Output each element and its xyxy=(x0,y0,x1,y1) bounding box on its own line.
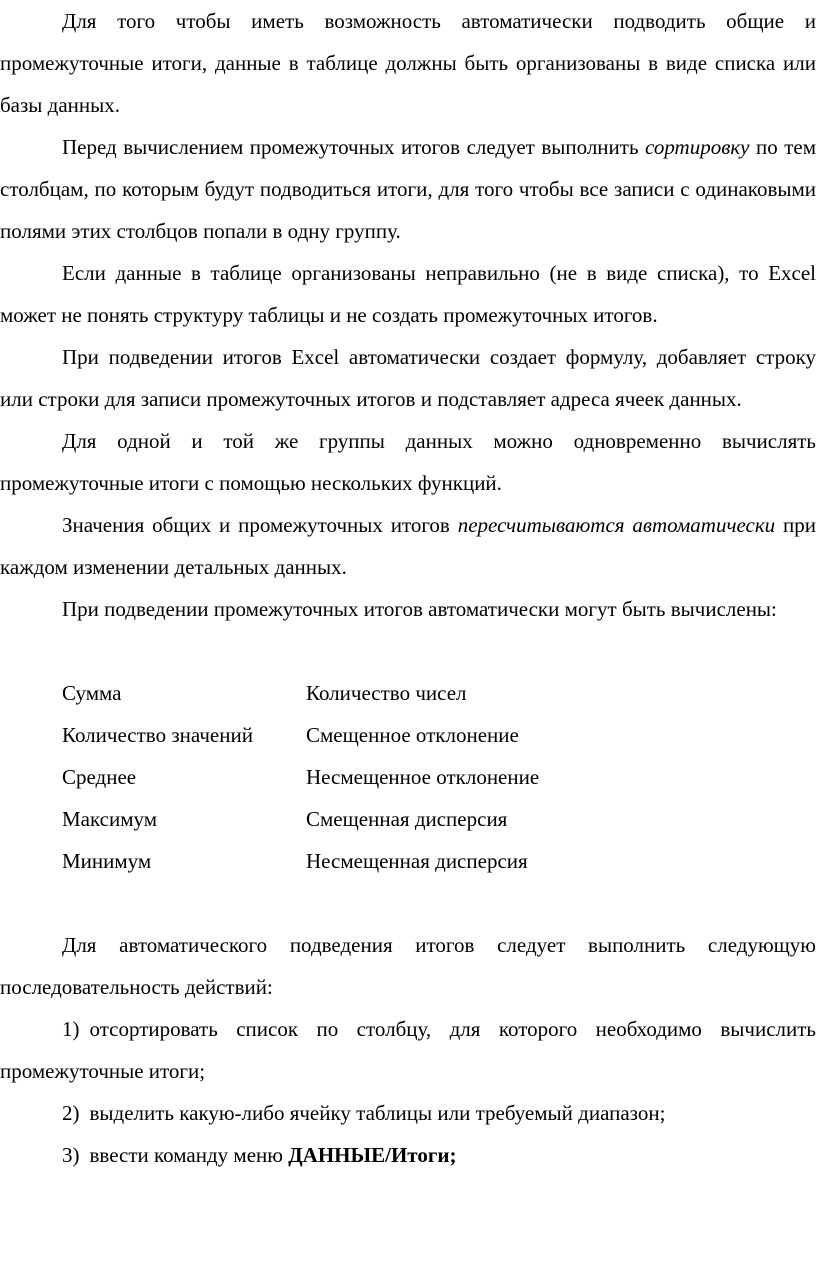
paragraph-5: Для одной и той же группы данных можно одновременно вычислять промежуточные итоги с помощью нескольких функций. xyxy=(0,429,816,495)
spacer xyxy=(0,882,816,924)
paragraph-6 xyxy=(0,504,816,588)
functions-row xyxy=(62,714,816,756)
function-left: Среднее xyxy=(62,765,137,789)
paragraph-6-text-b: при каждом изменении детальных данных. xyxy=(0,513,816,579)
step-1 xyxy=(0,1008,816,1092)
step-number: 2) xyxy=(62,1101,80,1125)
paragraph-4: При подведении итогов Excel автоматически создает формулу, добавляет строку или строки для записи промежуточных итогов и подставляет адреса ячеек данных. xyxy=(0,345,816,411)
step-number: 3) xyxy=(62,1143,80,1167)
paragraph-2-emphasis: сортировку xyxy=(645,135,750,159)
function-left: Минимум xyxy=(62,849,152,873)
paragraph-6-emphasis: пересчитываются автоматически xyxy=(457,513,776,537)
paragraph-8: Для автоматического подведения итогов следует выполнить следующую последовательность действий: xyxy=(0,933,816,999)
step-3 xyxy=(0,1134,816,1176)
step-number: 1) xyxy=(62,1017,80,1041)
function-right: Смещенная дисперсия xyxy=(306,807,508,831)
paragraph-6-text-a: Значения общих и промежуточных итогов xyxy=(62,513,458,537)
functions-row xyxy=(62,672,816,714)
spacer xyxy=(0,630,816,672)
functions-row xyxy=(62,840,816,882)
functions-row xyxy=(62,756,816,798)
function-left: Сумма xyxy=(62,681,122,705)
paragraph-2-text-a: Перед вычислением промежуточных итогов следует выполнить xyxy=(62,135,646,159)
paragraph-2-text-b: по тем столбцам, по которым будут подводиться итоги, для того чтобы все записи с одинаковыми полями этих столбцов попали в одну группу. xyxy=(0,135,816,243)
paragraph-1: Для того чтобы иметь возможность автоматически подводить общие и промежуточные итоги, данные в таблице должны быть организованы в виде списка или базы данных. xyxy=(0,9,816,117)
function-right: Количество чисел xyxy=(306,681,467,705)
functions-list xyxy=(0,672,816,882)
function-left: Максимум xyxy=(62,807,158,831)
step-text: выделить какую-либо ячейку таблицы или требуемый диапазон; xyxy=(89,1101,666,1125)
function-right: Несмещенное отклонение xyxy=(306,765,540,789)
function-left: Количество значений xyxy=(62,723,253,747)
paragraph-3: Если данные в таблице организованы неправильно (не в виде списка), то Excel может не понять структуру таблицы и не создать промежуточных итогов. xyxy=(0,261,816,327)
step-2 xyxy=(0,1092,816,1134)
function-right: Смещенное отклонение xyxy=(306,723,519,747)
menu-command: ДАННЫЕ/Итоги; xyxy=(288,1143,457,1167)
step-text: ввести команду меню xyxy=(89,1143,289,1167)
step-text: отсортировать список по столбцу, для которого необходимо вычислить промежуточные итоги; xyxy=(0,1017,816,1083)
functions-row xyxy=(62,798,816,840)
paragraph-7: При подведении промежуточных итогов автоматически могут быть вычислены: xyxy=(62,597,777,621)
paragraph-2 xyxy=(0,126,816,252)
function-right: Несмещенная дисперсия xyxy=(306,849,528,873)
